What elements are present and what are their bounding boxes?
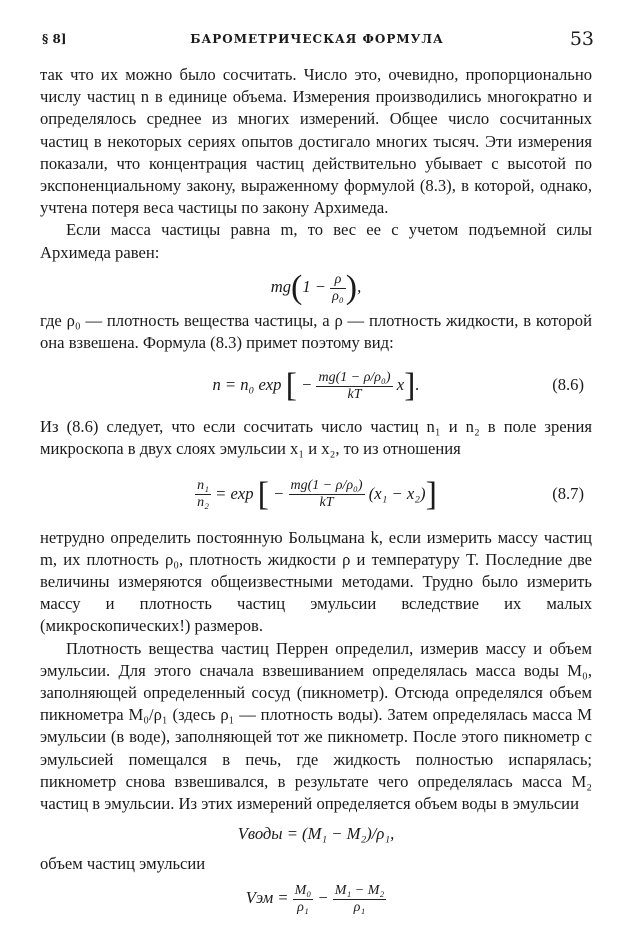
- eq-part-f1-den: ρ₁: [297, 900, 309, 916]
- eq87-rhs: = exp: [215, 483, 254, 503]
- eq-weight-fraction: [330, 272, 346, 305]
- running-header: [40, 28, 594, 52]
- eq-part-lhs: Vэм =: [245, 888, 289, 908]
- eq-part-f1-num: M₀: [294, 883, 312, 899]
- eq86-number: (8.6): [552, 375, 584, 395]
- eq87-number: (8.7): [552, 483, 584, 503]
- eq87-num: mg(1 − ρ/ρ₀): [290, 478, 363, 494]
- paragraph-7: объем частиц эмульсии: [40, 854, 206, 874]
- eq-part-frac2: [333, 883, 387, 916]
- page-number: 53: [569, 28, 594, 50]
- eq-part-frac1: [293, 883, 314, 916]
- eq86-fraction: [316, 370, 392, 403]
- paragraph-5: нетрудно определить постоянную Больцмана k, если измерить массу частиц m, их плотность ρ₀, плотность жидкости ρ и температуру T. Последние две величины измеряются общеизвестными методами. Трудно было измерить массу и плотность частиц эмульсии вследствие их малых (микроскопических!) размеров.: [40, 527, 592, 636]
- eq87-lhs-den: n₂: [197, 495, 209, 511]
- eq-part-f2-num: M₁ − M₂: [334, 883, 385, 899]
- page-body: [40, 64, 592, 921]
- eq87-tail: (x₁ − x₂): [368, 483, 426, 503]
- equation-8-6: n = n₀ exp [ − $\frac{\text{mg(1 − ρ/ρ₀)}}{kT}$ x]. (8.6): [40, 354, 592, 416]
- eq87-lhs-fraction: [195, 478, 211, 511]
- eq87-fraction: [289, 478, 365, 511]
- paragraph-3: где ρ₀ — плотность вещества частицы, а ρ — плотность жидкости, в которой она взвешена. Формула (8.3) примет поэтому вид:: [40, 310, 592, 353]
- eq-weight-num: ρ: [330, 272, 346, 289]
- paragraph-1: так что их можно было сосчитать. Число это, очевидно, пропорционально числу частиц n в единице объема. Измерения производились многократно и определялось среднее из многих измерений. Общее число сосчитанных частиц в некоторых сериях опытов достигало многих тысяч. Эти измерения показали, что концентрация частиц действительно убывает с высотой по экспоненциальному закону, выраженному формулой (8.3), в которой, однако, учтена потеря веса частицы по закону Архимеда.: [40, 65, 592, 218]
- equation-water-volume: [40, 815, 592, 853]
- running-title: БАРОМЕТРИЧЕСКАЯ ФОРМУЛА: [190, 32, 444, 46]
- equation-particle-volume: [40, 875, 592, 921]
- equation-8-7: $\frac{\text{n₁}}{\text{n₂}}$ = exp [ − $\frac{\text{mg(1 − ρ/ρ₀)}}{kT}$ (x₁ − x₂)] (8.7): [40, 461, 592, 527]
- eq-weight-den: ρ₀: [332, 288, 344, 304]
- paragraph-4: Из (8.6) следует, что если сосчитать число частиц n₁ и n₂ в поле зрения микроскопа в двух слоях эмульсии x₁ и x₂, то из отношения: [40, 417, 592, 459]
- eq87-den: kT: [319, 495, 334, 511]
- eq87-lhs-num: n₁: [197, 478, 209, 494]
- eq-weight-prefix: mg: [270, 276, 292, 296]
- eq-part-minus: −: [317, 888, 329, 908]
- paragraph-6: Плотность вещества частиц Перрен определил, измерив массу и объем эмульсии. Для этого сначала взвешиванием определялась масса воды M₀, заполняющей определенный сосуд (пикнометр). Отсюда определялся объем пикнометра M₀/ρ₁ (здесь ρ₁ — плотность воды). Затем определялась масса M эмульсии (в воде), заполняющей тот же пикнометр. После этого пикнометр с эмульсией помещался в печь, где жидкость полностью испарялась; пикнометр снова взвешивался, в результате чего определялась масса M₂ частиц в эмульсии. Из этих измерений определяется объем воды в эмульсии: [40, 638, 592, 814]
- eq-water-text: Vводы = (M₁ − M₂)/ρ₁,: [237, 824, 395, 844]
- section-marker: § 8]: [42, 32, 67, 46]
- paragraph-2: Если масса частицы равна m, то вес ее с учетом подъемной силы Архимеда равен:: [40, 220, 592, 262]
- eq-part-f2-den: ρ₁: [353, 900, 366, 916]
- eq86-lhs: n = n₀ exp: [212, 375, 282, 395]
- eq86-num: mg(1 − ρ/ρ₀): [318, 369, 391, 385]
- eq86-den: kT: [347, 386, 362, 402]
- equation-weight: mg(1 − $\frac{\rho}{\text{ρ₀}}$ ),: [270, 269, 362, 307]
- eq86-tail: x: [396, 375, 405, 395]
